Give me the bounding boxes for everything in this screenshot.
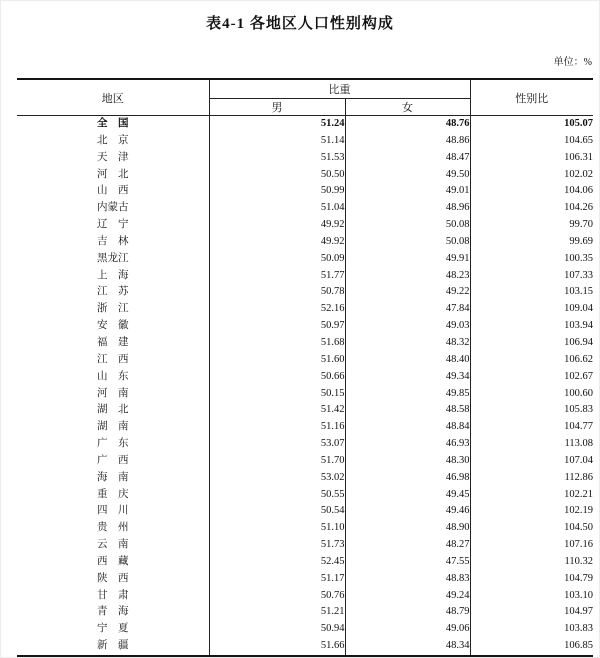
table-row	[17, 453, 593, 470]
sex-ratio-cell: 107.16	[564, 539, 593, 551]
female-share-cell: 48.90	[345, 520, 470, 537]
sex-ratio-cell: 103.10	[564, 589, 593, 601]
male-share-cell: 49.92	[209, 217, 345, 234]
female-share-cell: 48.34	[345, 638, 470, 656]
table-row	[17, 470, 593, 487]
male-share-cell: 51.60	[209, 352, 345, 369]
table-row	[17, 234, 593, 251]
table-row	[17, 369, 593, 386]
sex-ratio-cell: 104.77	[564, 421, 593, 433]
sex-ratio-cell: 104.50	[564, 522, 593, 534]
table-row	[17, 554, 593, 571]
female-share-cell: 50.08	[345, 234, 470, 251]
female-share-cell: 49.01	[345, 183, 470, 200]
sex-ratio-cell: 103.83	[564, 623, 593, 635]
region-name-cell: 浙 江	[17, 301, 209, 318]
table-row	[17, 167, 593, 184]
region-name-cell: 陕 西	[17, 571, 209, 588]
sex-ratio-cell: 103.94	[564, 320, 593, 332]
male-share-cell: 50.15	[209, 386, 345, 403]
sex-ratio-cell: 107.33	[564, 269, 593, 281]
female-share-cell: 49.46	[345, 503, 470, 520]
male-share-cell: 50.50	[209, 167, 345, 184]
table-row	[17, 284, 593, 301]
female-share-cell: 49.34	[345, 369, 470, 386]
female-share-cell: 49.45	[345, 487, 470, 504]
male-share-cell: 51.73	[209, 537, 345, 554]
column-header-sex-ratio: 性别比	[470, 79, 593, 116]
male-share-cell: 51.10	[209, 520, 345, 537]
male-share-cell: 51.53	[209, 150, 345, 167]
region-name-cell: 山 西	[17, 183, 209, 200]
region-name-cell: 黑龙江	[17, 251, 209, 268]
region-name-cell: 新 疆	[17, 638, 209, 656]
male-share-cell: 51.17	[209, 571, 345, 588]
male-share-cell: 51.70	[209, 453, 345, 470]
table-row	[17, 301, 593, 318]
female-share-cell: 49.22	[345, 284, 470, 301]
female-share-cell: 48.40	[345, 352, 470, 369]
male-share-cell: 53.07	[209, 436, 345, 453]
female-share-cell: 48.30	[345, 453, 470, 470]
sex-ratio-cell: 99.69	[569, 235, 593, 247]
sex-ratio-cell: 106.94	[564, 336, 593, 348]
sex-ratio-cell: 102.02	[564, 168, 593, 180]
female-share-cell: 48.23	[345, 268, 470, 285]
region-name-cell: 河 南	[17, 386, 209, 403]
table-row	[17, 200, 593, 217]
sex-ratio-cell: 112.86	[564, 471, 593, 483]
female-share-cell: 48.96	[345, 200, 470, 217]
table-row	[17, 217, 593, 234]
sex-ratio-cell: 104.06	[564, 185, 593, 197]
table-row	[17, 621, 593, 638]
unit-label: 单位：%	[553, 57, 592, 68]
female-share-cell: 48.84	[345, 419, 470, 436]
table-row	[17, 537, 593, 554]
sex-ratio-cell: 103.15	[564, 286, 593, 298]
table-row	[17, 318, 593, 335]
column-header-region: 地区	[17, 79, 209, 116]
region-name-cell: 湖 北	[17, 402, 209, 419]
sex-ratio-cell: 105.83	[564, 404, 593, 416]
column-header-female: 女	[345, 99, 470, 116]
column-header-proportion: 比重	[209, 79, 470, 99]
region-name-cell: 山 东	[17, 369, 209, 386]
region-name-cell: 上 海	[17, 268, 209, 285]
female-share-cell: 46.93	[345, 436, 470, 453]
female-share-cell: 48.86	[345, 133, 470, 150]
male-share-cell: 51.66	[209, 638, 345, 656]
region-name-cell: 北 京	[17, 133, 209, 150]
female-share-cell: 49.85	[345, 386, 470, 403]
male-share-cell: 50.76	[209, 588, 345, 605]
sex-ratio-cell: 105.07	[564, 118, 593, 129]
female-share-cell: 48.76	[345, 116, 470, 133]
female-share-cell: 49.06	[345, 621, 470, 638]
table-row	[17, 419, 593, 436]
male-share-cell: 51.77	[209, 268, 345, 285]
female-share-cell: 48.32	[345, 335, 470, 352]
male-share-cell: 50.97	[209, 318, 345, 335]
male-share-cell: 49.92	[209, 234, 345, 251]
sex-ratio-cell: 109.04	[564, 303, 593, 315]
female-share-cell: 50.08	[345, 217, 470, 234]
region-name-cell: 广 东	[17, 436, 209, 453]
male-share-cell: 50.78	[209, 284, 345, 301]
region-name-cell: 青 海	[17, 604, 209, 621]
male-share-cell: 51.68	[209, 335, 345, 352]
female-share-cell: 48.47	[345, 150, 470, 167]
sex-ratio-cell: 106.31	[564, 151, 593, 163]
table-row	[17, 436, 593, 453]
sex-ratio-cell: 99.70	[569, 219, 593, 231]
region-name-cell: 辽 宁	[17, 217, 209, 234]
table-row	[17, 268, 593, 285]
table-row	[17, 116, 593, 133]
male-share-cell: 51.24	[209, 116, 345, 133]
table-row	[17, 352, 593, 369]
female-share-cell: 48.79	[345, 604, 470, 621]
column-header-male: 男	[209, 99, 345, 116]
male-share-cell: 52.45	[209, 554, 345, 571]
table-row	[17, 183, 593, 200]
sex-ratio-cell: 100.60	[564, 387, 593, 399]
region-name-cell: 甘 肃	[17, 588, 209, 605]
female-share-cell: 48.58	[345, 402, 470, 419]
male-share-cell: 50.54	[209, 503, 345, 520]
table-row	[17, 638, 593, 656]
sex-ratio-cell: 106.62	[564, 353, 593, 365]
region-name-cell: 江 西	[17, 352, 209, 369]
female-share-cell: 49.24	[345, 588, 470, 605]
region-name-cell: 广 西	[17, 453, 209, 470]
region-name-cell: 西 藏	[17, 554, 209, 571]
population-sex-composition-table	[17, 78, 593, 657]
sex-ratio-cell: 104.97	[564, 606, 593, 618]
region-name-cell: 全 国	[17, 116, 209, 133]
female-share-cell: 49.50	[345, 167, 470, 184]
table-row	[17, 150, 593, 167]
male-share-cell: 50.66	[209, 369, 345, 386]
region-name-cell: 四 川	[17, 503, 209, 520]
table-row	[17, 503, 593, 520]
region-name-cell: 福 建	[17, 335, 209, 352]
sex-ratio-cell: 104.26	[564, 202, 593, 214]
table-row	[17, 571, 593, 588]
male-share-cell: 52.16	[209, 301, 345, 318]
table-row	[17, 487, 593, 504]
male-share-cell: 51.14	[209, 133, 345, 150]
region-name-cell: 海 南	[17, 470, 209, 487]
female-share-cell: 48.83	[345, 571, 470, 588]
male-share-cell: 51.21	[209, 604, 345, 621]
sex-ratio-cell: 102.67	[564, 370, 593, 382]
table-row	[17, 588, 593, 605]
sex-ratio-cell: 113.08	[564, 438, 593, 450]
sex-ratio-cell: 104.65	[564, 134, 593, 146]
table-row	[17, 386, 593, 403]
male-share-cell: 50.99	[209, 183, 345, 200]
region-name-cell: 内蒙古	[17, 200, 209, 217]
sex-ratio-cell: 106.85	[564, 640, 593, 652]
table-row	[17, 335, 593, 352]
region-name-cell: 贵 州	[17, 520, 209, 537]
region-name-cell: 吉 林	[17, 234, 209, 251]
table-body	[17, 116, 593, 657]
sex-ratio-cell: 100.35	[564, 252, 593, 264]
male-share-cell: 50.55	[209, 487, 345, 504]
table-row	[17, 604, 593, 621]
male-share-cell: 53.02	[209, 470, 345, 487]
region-name-cell: 宁 夏	[17, 621, 209, 638]
region-name-cell: 天 津	[17, 150, 209, 167]
table-row	[17, 133, 593, 150]
female-share-cell: 46.98	[345, 470, 470, 487]
region-name-cell: 云 南	[17, 537, 209, 554]
sex-ratio-cell: 102.21	[564, 488, 593, 500]
region-name-cell: 重 庆	[17, 487, 209, 504]
sex-ratio-cell: 102.19	[564, 505, 593, 517]
female-share-cell: 49.03	[345, 318, 470, 335]
region-name-cell: 湖 南	[17, 419, 209, 436]
male-share-cell: 51.04	[209, 200, 345, 217]
sex-ratio-cell: 104.79	[564, 572, 593, 584]
female-share-cell: 47.84	[345, 301, 470, 318]
table-row	[17, 520, 593, 537]
female-share-cell: 49.91	[345, 251, 470, 268]
table-row	[17, 251, 593, 268]
table-header	[17, 79, 593, 116]
male-share-cell: 51.16	[209, 419, 345, 436]
male-share-cell: 50.09	[209, 251, 345, 268]
region-name-cell: 江 苏	[17, 284, 209, 301]
page-title: 表4-1 各地区人口性别构成	[206, 16, 394, 32]
region-name-cell: 安 徽	[17, 318, 209, 335]
sex-ratio-cell: 107.04	[564, 454, 593, 466]
female-share-cell: 47.55	[345, 554, 470, 571]
region-name-cell: 河 北	[17, 167, 209, 184]
table-row	[17, 402, 593, 419]
sex-ratio-cell: 110.32	[564, 555, 593, 567]
male-share-cell: 51.42	[209, 402, 345, 419]
female-share-cell: 48.27	[345, 537, 470, 554]
male-share-cell: 50.94	[209, 621, 345, 638]
